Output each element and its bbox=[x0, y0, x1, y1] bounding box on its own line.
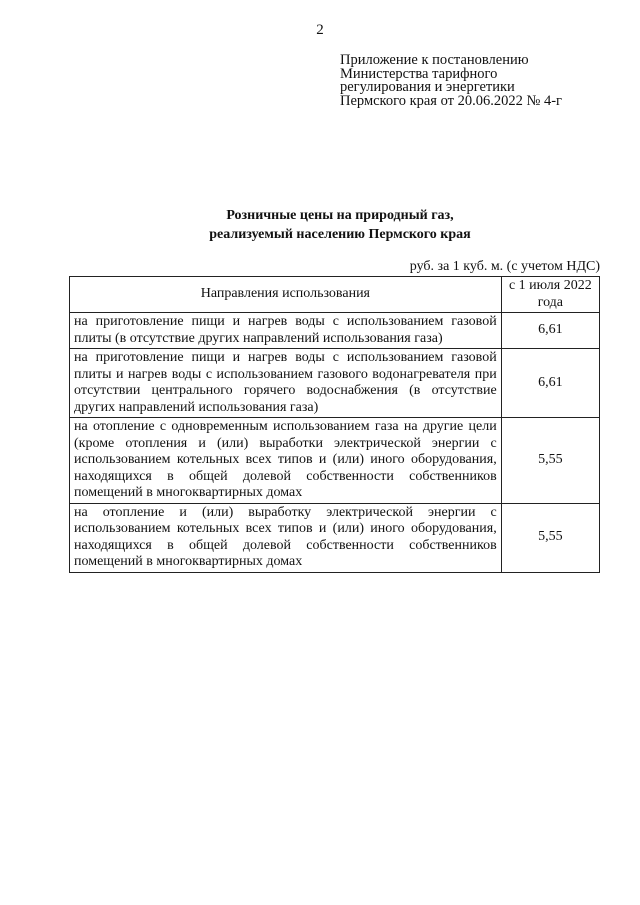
header-date: с 1 июля 2022 года bbox=[501, 277, 599, 313]
header-direction: Направления использования bbox=[70, 277, 502, 313]
row-direction: на приготовление пищи и нагрев воды с использованием газовой плиты и нагрев воды с использованием газового водонагревателя при отсутствии центрального горячего водоснабжения (в отсутствие других направлений использования газа) bbox=[70, 349, 502, 418]
document-title bbox=[120, 206, 560, 244]
appendix-line: Пермского края от 20.06.2022 № 4-г bbox=[340, 92, 562, 109]
unit-note: руб. за 1 куб. м. (с учетом НДС) bbox=[409, 259, 600, 274]
row-price: 5,55 bbox=[501, 418, 599, 504]
title-line-2: реализуемый населению Пермского края bbox=[209, 227, 471, 242]
appendix-line: Министерства тарифного bbox=[340, 65, 498, 82]
row-direction: на приготовление пищи и нагрев воды с использованием газовой плиты (в отсутствие других направлений использования газа) bbox=[70, 313, 502, 349]
row-direction: на отопление и (или) выработку электрической энергии с использованием котельных всех типов и (или) иного оборудования, находящихся в общей долевой собственности собственников помещений в многоквартирных домах bbox=[70, 503, 502, 572]
price-table bbox=[69, 276, 600, 573]
appendix-line: регулирования и энергетики bbox=[340, 79, 515, 95]
row-direction: на отопление с одновременным использованием газа на другие цели (кроме отопления и (или) выработки электрической энергии с использованием котельных всех типов и (или) иного оборудования, находящихся в общей долевой собственности собственников помещений в многоквартирных домах bbox=[70, 418, 502, 504]
table-header-row bbox=[70, 277, 600, 313]
row-price: 5,55 bbox=[501, 503, 599, 572]
title-line-1: Розничные цены на природный газ, bbox=[226, 208, 454, 223]
row-price: 6,61 bbox=[501, 313, 599, 349]
page-number: 2 bbox=[316, 22, 324, 38]
table-row bbox=[70, 313, 600, 349]
appendix-line: Приложение к постановлению bbox=[340, 52, 529, 68]
table-row bbox=[70, 503, 600, 572]
row-price: 6,61 bbox=[501, 349, 599, 418]
table-row bbox=[70, 349, 600, 418]
appendix-block bbox=[340, 54, 630, 108]
table-row bbox=[70, 418, 600, 504]
